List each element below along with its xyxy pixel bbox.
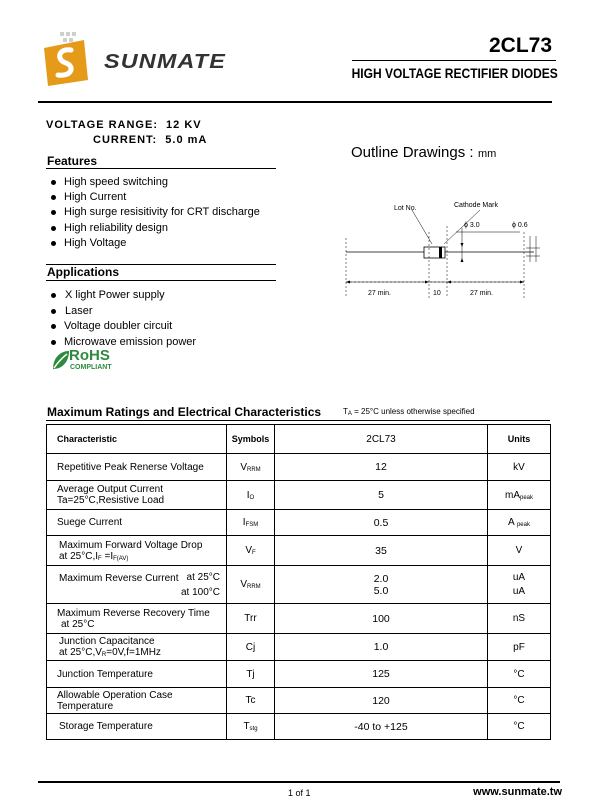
brand-text: SUNMATE xyxy=(104,51,226,73)
list-item: Laser xyxy=(48,304,196,320)
product-subtitle: HIGH VOLTAGE RECTIFIER DIODES xyxy=(351,65,558,81)
rohs-text: RoHS xyxy=(69,347,110,364)
list-item: High reliability design xyxy=(48,221,260,236)
header-characteristic: Characteristic xyxy=(47,425,227,454)
outline-title-text: Outline Drawings : xyxy=(351,144,474,161)
part-number: 2CL73 xyxy=(488,34,552,57)
table-row: Junction Temperature Tj 125 °C xyxy=(47,661,551,688)
list-item: High Voltage xyxy=(48,236,260,251)
header-symbols: Symbols xyxy=(227,425,275,454)
table-title: Maximum Ratings and Electrical Characteristics xyxy=(47,405,322,419)
applications-heading: Applications xyxy=(47,265,120,279)
body-diameter-label: ϕ 3.0 xyxy=(464,222,480,229)
current-label: CURRENT: xyxy=(93,134,158,146)
leaf-icon xyxy=(51,349,71,371)
header-units: Units xyxy=(488,425,551,454)
outline-title xyxy=(351,144,496,162)
header-value: 2CL73 xyxy=(275,425,488,454)
list-item: Microwave emission power xyxy=(48,335,196,351)
table-row: Junction Capacitance at $25^\circ C,V_R=0V,f=1MHz$ Cj 1.0 pF xyxy=(47,634,551,661)
voltage-range xyxy=(46,119,202,131)
outline-drawing xyxy=(340,196,560,304)
ratings-table xyxy=(46,424,551,740)
rohs-compliant-text: COMPLIANT xyxy=(70,364,112,371)
table-condition: $T_A = 25^\circ C$ unless otherwise specified xyxy=(343,407,475,417)
cathode-label: Cathode Mark xyxy=(454,202,498,209)
table-row: Maximum Forward Voltage Drop at $25^\circ C,I_F =I_{F(AV)}$ $V_F$ 35 V xyxy=(47,536,551,566)
table-row: Average Output Current Ta=25°C,Resistive Load $I_O$ 5 $mA_{peak}$ xyxy=(47,481,551,510)
features-heading: Features xyxy=(47,154,98,168)
list-item: High Current xyxy=(48,190,260,205)
website-link[interactable]: www.sunmate.tw xyxy=(473,786,562,798)
current-value: 5.0 mA xyxy=(165,134,208,146)
table-row: Repetitive Peak Renerse Voltage $V_{RRM}$ 12 kV xyxy=(47,454,551,481)
voltage-range-value: 12 KV xyxy=(166,119,202,131)
dim-right: 27 min. xyxy=(470,290,493,297)
lead-diameter-label: ϕ 0.6 xyxy=(512,222,528,229)
page-number: 1 of 1 xyxy=(288,788,311,798)
list-item: Voltage doubler circuit xyxy=(48,319,196,335)
list-item: High surge resisitivity for CRT discharge xyxy=(48,205,260,220)
rohs-badge xyxy=(51,349,123,373)
table-row: Allowable Operation Case Temperature Tc 120 °C xyxy=(47,688,551,714)
features-list xyxy=(48,175,260,251)
company-logo xyxy=(38,30,238,94)
dim-mid: 10 xyxy=(433,290,441,297)
current-rating xyxy=(93,134,207,146)
table-row: Maximum Reverse Current at 25°C at 100°C $V_{RRM}$ 2.0 5.0 uA uA xyxy=(47,566,551,604)
table-row: Maximum Reverse Recovery Time at 25°C Trr 100 nS xyxy=(47,604,551,634)
outline-unit: mm xyxy=(478,148,497,160)
table-row: Suege Current $I_{FSM}$ 0.5 A $_{peak}$ xyxy=(47,510,551,536)
voltage-range-label: VOLTAGE RANGE: xyxy=(46,119,158,131)
table-header-row xyxy=(47,425,551,454)
lot-label: Lot No. xyxy=(394,205,417,212)
dim-left: 27 min. xyxy=(368,290,391,297)
list-item: High speed switching xyxy=(48,175,260,190)
table-row: Storage Temperature $T_{stg}$ -40 to +125 °C xyxy=(47,714,551,740)
applications-list xyxy=(48,288,196,350)
list-item: X light Power supply xyxy=(48,288,196,304)
